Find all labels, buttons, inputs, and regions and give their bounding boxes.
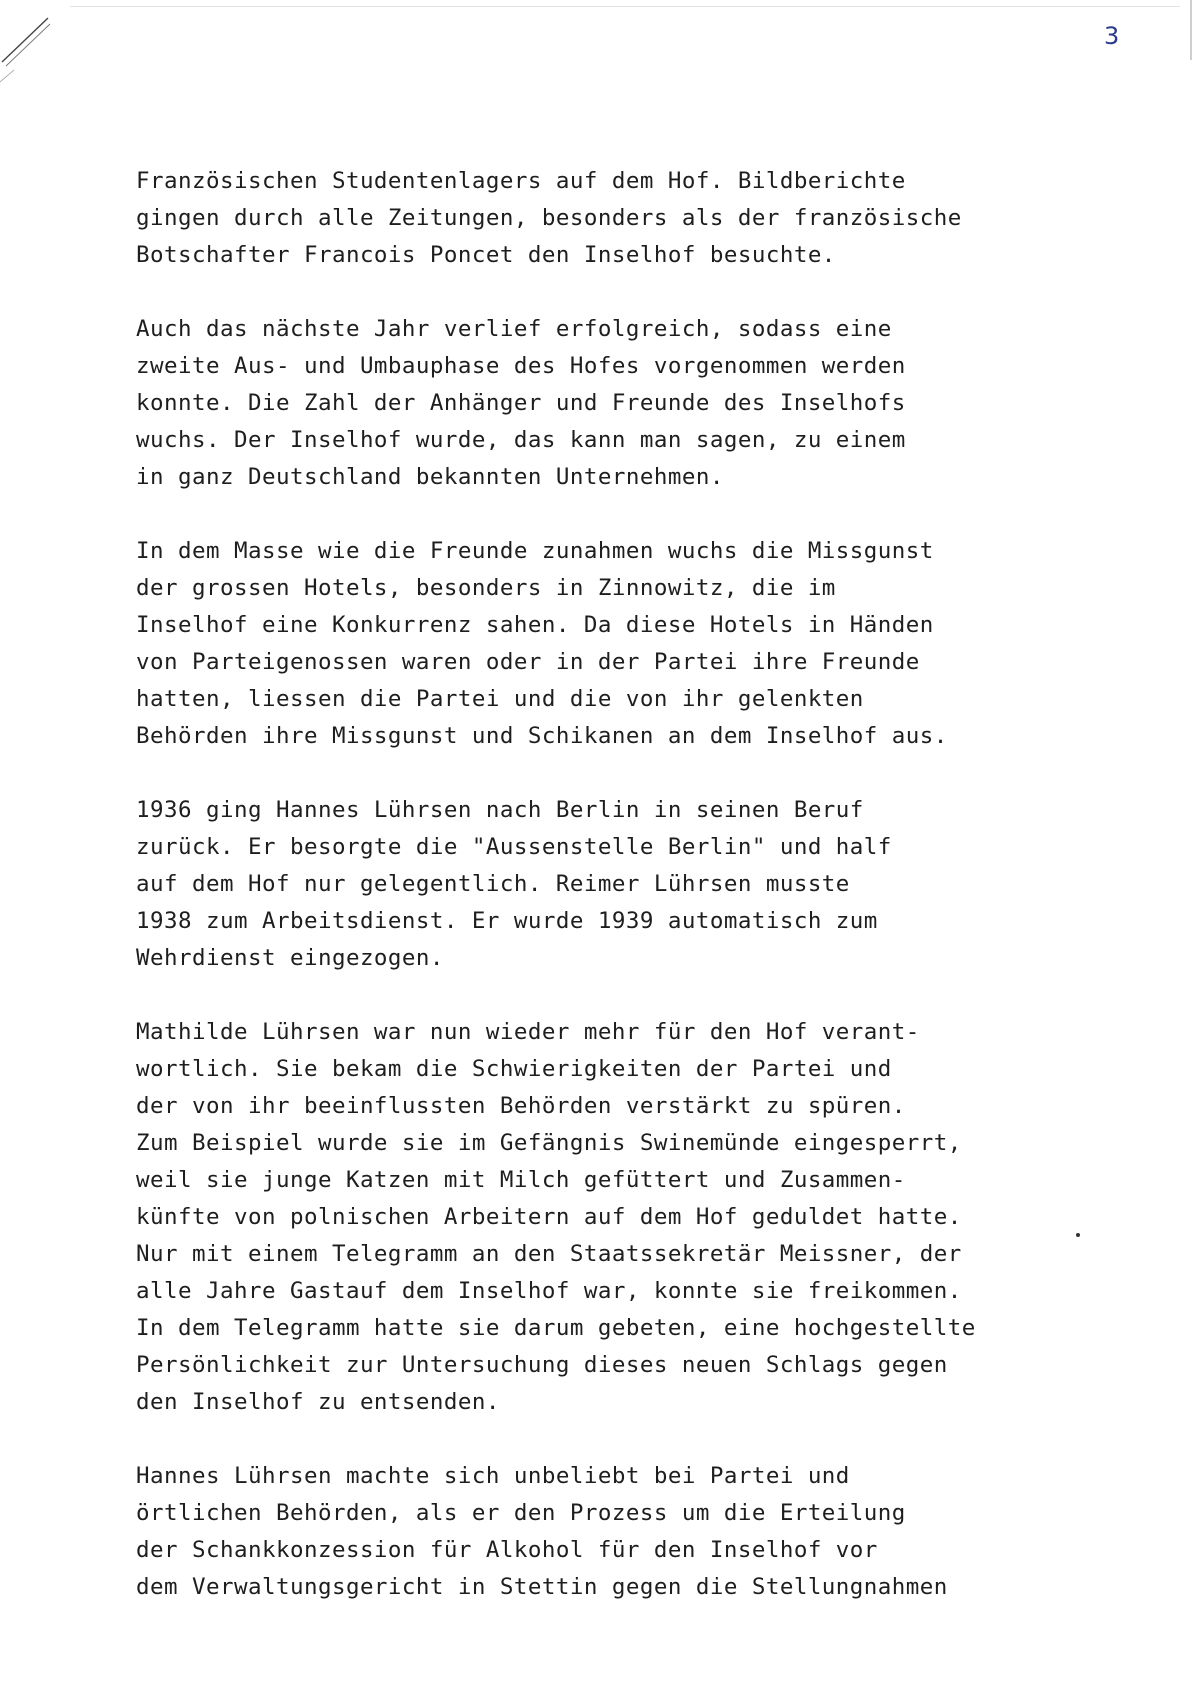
text-line: 1936 ging Hannes Lührsen nach Berlin in seinen Beruf [136, 797, 864, 823]
text-line: in ganz Deutschland bekannten Unternehmen. [136, 464, 724, 490]
text-line: Auch das nächste Jahr verlief erfolgreich, sodass eine [136, 316, 892, 342]
paragraph [136, 311, 1136, 496]
text-line: weil sie junge Katzen mit Milch gefüttert und Zusammen- [136, 1167, 906, 1193]
text-line: Wehrdienst eingezogen. [136, 945, 444, 971]
text-line: künfte von polnischen Arbeitern auf dem Hof geduldet hatte. [136, 1204, 962, 1230]
paragraph [136, 1458, 1136, 1606]
pen-stroke-mark [0, 0, 70, 90]
text-line: Hannes Lührsen machte sich unbeliebt bei Partei und [136, 1463, 850, 1489]
paragraph [136, 1014, 1136, 1421]
text-line: hatten, liessen die Partei und die von ihr gelenkten [136, 686, 864, 712]
text-line: örtlichen Behörden, als er den Prozess um die Erteilung [136, 1500, 906, 1526]
paragraph [136, 533, 1136, 755]
text-line: Inselhof eine Konkurrenz sahen. Da diese Hotels in Händen [136, 612, 934, 638]
stray-ink-dot [1076, 1233, 1080, 1237]
typewritten-body [136, 163, 1136, 1643]
text-line: der grossen Hotels, besonders in Zinnowitz, die im [136, 575, 836, 601]
text-line: konnte. Die Zahl der Anhänger und Freunde des Inselhofs [136, 390, 906, 416]
text-line: Nur mit einem Telegramm an den Staatssekretär Meissner, der [136, 1241, 962, 1267]
text-line: den Inselhof zu entsenden. [136, 1389, 500, 1415]
text-line: wortlich. Sie bekam die Schwierigkeiten der Partei und [136, 1056, 892, 1082]
text-line: zweite Aus- und Umbauphase des Hofes vorgenommen werden [136, 353, 906, 379]
text-line: Botschafter Francois Poncet den Inselhof besuchte. [136, 242, 836, 268]
text-line: gingen durch alle Zeitungen, besonders als der französische [136, 205, 962, 231]
text-line: dem Verwaltungsgericht in Stettin gegen die Stellungnahmen [136, 1574, 948, 1600]
text-line: von Parteigenossen waren oder in der Partei ihre Freunde [136, 649, 920, 675]
text-line: 1938 zum Arbeitsdienst. Er wurde 1939 automatisch zum [136, 908, 878, 934]
page-top-edge [70, 6, 1180, 7]
text-line: In dem Telegramm hatte sie darum gebeten, eine hochgestellte [136, 1315, 976, 1341]
text-line: auf dem Hof nur gelegentlich. Reimer Lührsen musste [136, 871, 850, 897]
text-line: Mathilde Lührsen war nun wieder mehr für den Hof verant- [136, 1019, 920, 1045]
page-right-edge [1190, 0, 1192, 60]
text-line: Zum Beispiel wurde sie im Gefängnis Swinemünde eingesperrt, [136, 1130, 962, 1156]
paragraph [136, 792, 1136, 977]
paragraph [136, 163, 1136, 274]
text-line: zurück. Er besorgte die "Aussenstelle Berlin" und half [136, 834, 892, 860]
page-number: 3 [1104, 22, 1120, 50]
text-line: In dem Masse wie die Freunde zunahmen wuchs die Missgunst [136, 538, 934, 564]
text-line: der Schankkonzession für Alkohol für den Inselhof vor [136, 1537, 878, 1563]
text-line: Behörden ihre Missgunst und Schikanen an dem Inselhof aus. [136, 723, 948, 749]
text-line: Persönlichkeit zur Untersuchung dieses neuen Schlags gegen [136, 1352, 948, 1378]
text-line: alle Jahre Gastauf dem Inselhof war, konnte sie freikommen. [136, 1278, 962, 1304]
text-line: Französischen Studentenlagers auf dem Hof. Bildberichte [136, 168, 906, 194]
text-line: der von ihr beeinflussten Behörden verstärkt zu spüren. [136, 1093, 906, 1119]
text-line: wuchs. Der Inselhof wurde, das kann man sagen, zu einem [136, 427, 906, 453]
